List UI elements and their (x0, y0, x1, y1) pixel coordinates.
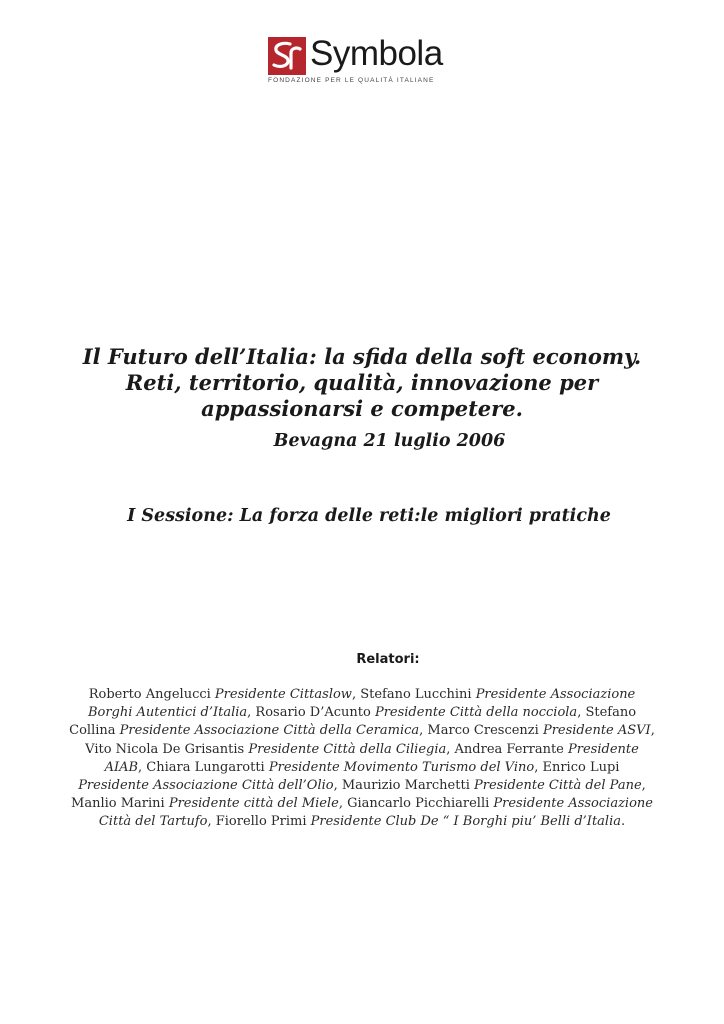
speaker-role: Presidente Club De “ I Borghi piu’ Belli d’Italia (310, 814, 621, 830)
speaker-role: Presidente Città della Ciliegia (248, 741, 447, 757)
speaker-line (50, 795, 674, 813)
speaker-line (50, 741, 674, 759)
speaker-name: , Stefano (577, 705, 637, 721)
speaker-role: Presidente Città della nocciola (374, 705, 578, 721)
speaker-name: , Chiara Lungarotti (138, 759, 269, 775)
speaker-name: , Giancarlo Picchiarelli (338, 796, 494, 812)
logo-wordmark: Symbola (310, 34, 443, 73)
speaker-name: Collina (69, 723, 120, 739)
speaker-name: Vito Nicola De Grisantis (85, 741, 249, 757)
speaker-name: . (620, 814, 626, 830)
document-title (40, 344, 684, 422)
speaker-name: , Stefano Lucchini (351, 687, 476, 702)
speaker-name: , Marco Crescenzi (419, 723, 543, 739)
speaker-role: Presidente Associazione (493, 796, 653, 812)
speaker-name: Roberto Angelucci (88, 687, 215, 702)
title-line: Il Futuro dell’Italia: la sfida della soft economy. (82, 344, 642, 369)
symbola-logo-mark-icon (268, 37, 306, 75)
event-date: Bevagna 21 luglio 2006 (273, 431, 506, 451)
speaker-role: Città del Tartufo (98, 814, 208, 830)
speaker-line (50, 704, 674, 722)
speaker-name: Manlio Marini (71, 796, 169, 812)
speaker-line (50, 759, 674, 777)
speaker-name: , Enrico Lupi (534, 759, 620, 775)
speaker-role: Presidente Cittaslow (214, 687, 352, 702)
speaker-role: Presidente (568, 741, 639, 757)
session-title: I Sessione: La forza delle reti:le migliori pratiche (127, 506, 611, 526)
speaker-line (50, 722, 674, 740)
speakers-list (50, 686, 674, 832)
title-line: appassionarsi e competere. (201, 396, 523, 421)
speaker-name: , Fiorello Primi (207, 814, 311, 830)
speaker-role: Presidente ASVI (542, 723, 651, 739)
speaker-name: , Andrea Ferrante (446, 741, 569, 757)
speaker-line (50, 813, 674, 831)
speaker-name: , (641, 778, 646, 794)
symbola-logo (268, 36, 468, 86)
speaker-line (50, 777, 674, 795)
speaker-role: Presidente Città del Pane (474, 778, 642, 794)
speaker-role: Presidente Associazione Città dell’Olio (78, 778, 334, 794)
speaker-role: Presidente Associazione Città della Ceramica (119, 723, 420, 739)
speaker-role: Presidente Movimento Turismo del Vino (268, 759, 535, 775)
title-line: Reti, territorio, qualità, innovazione per (125, 370, 599, 395)
speaker-line (50, 686, 674, 704)
speaker-name: , Rosario D’Acunto (247, 705, 375, 721)
speaker-role: Presidente città del Miele (168, 796, 339, 812)
speakers-heading: Relatori: (356, 652, 420, 667)
speaker-role: AIAB (104, 759, 139, 775)
logo-tagline: FONDAZIONE PER LE QUALITÀ ITALIANE (268, 77, 435, 84)
speaker-role: Borghi Autentici d’Italia (87, 705, 248, 721)
speaker-name: , Maurizio Marchetti (333, 778, 474, 794)
speaker-role: Presidente Associazione (475, 687, 636, 702)
speaker-name: , (650, 723, 655, 739)
